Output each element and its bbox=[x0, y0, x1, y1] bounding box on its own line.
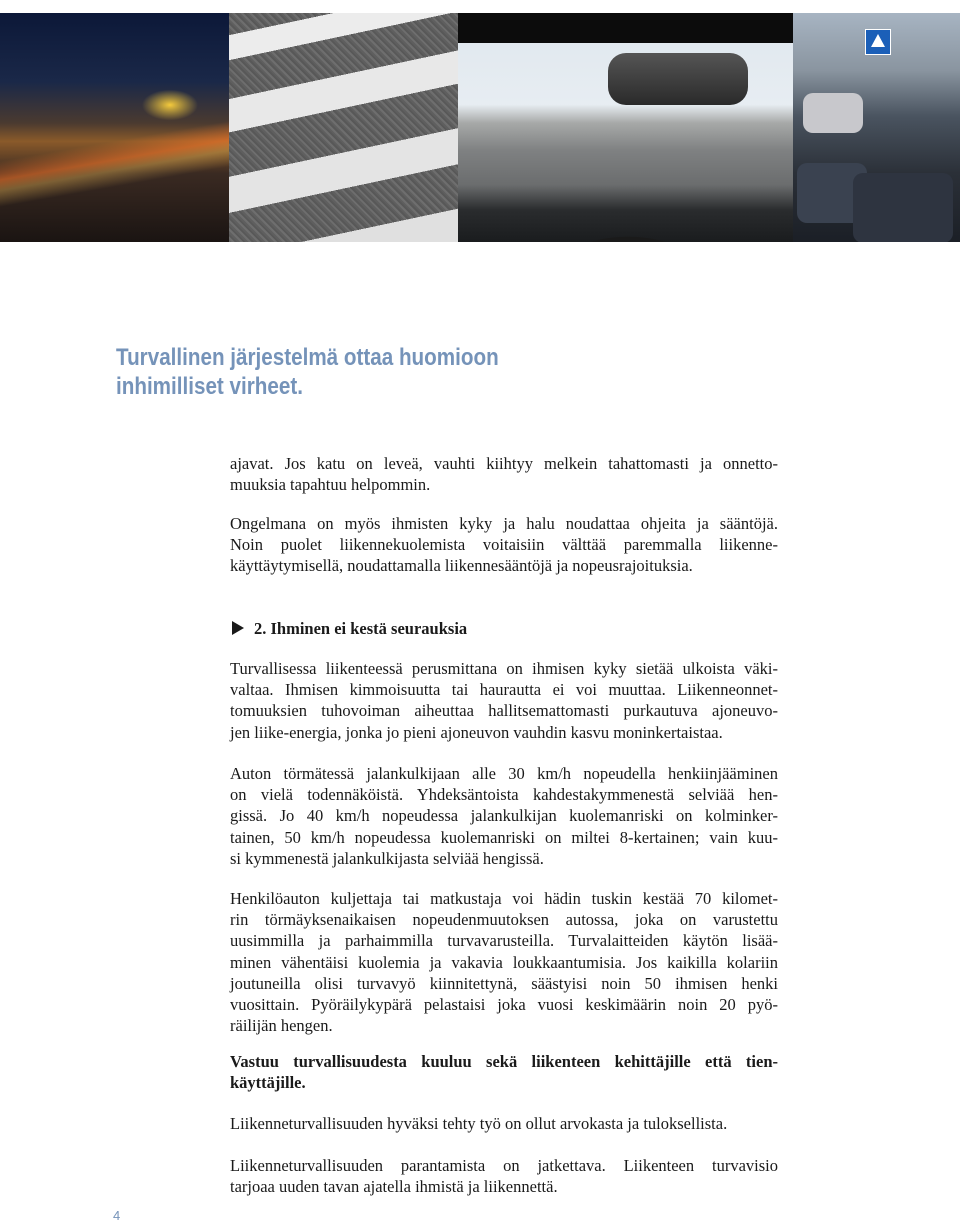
text-line: si kymmenestä jalankulkijasta selviää hengissä. bbox=[230, 848, 544, 868]
text-line: käyttäytymisellä, noudattamalla liikennesääntöjä ja nopeusrajoituksia. bbox=[230, 556, 693, 576]
text-line: on vielä todennäköistä. Yhdeksäntoista kahdestakymmenestä selviää hen- bbox=[230, 785, 778, 805]
text-line: minen vähentäisi kuolemia ja vakavia loukkaantumisia. Jos kaikilla kolariin bbox=[230, 952, 778, 972]
pedestrian-crossing-sign-icon bbox=[865, 29, 891, 55]
text-line: Ongelmana on myös ihmisten kyky ja halu noudattaa ohjeita ja sääntöjä. bbox=[230, 514, 778, 533]
text-line: Noin puolet liikennekuolemista voitaisiin välttää paremmalla liikenne- bbox=[230, 535, 778, 555]
text-line: käyttäjille. bbox=[230, 1073, 306, 1093]
parked-car bbox=[803, 93, 863, 133]
paragraph-narrow-streets bbox=[230, 453, 778, 495]
text-line: ajavat. Jos katu on leveä, vauhti kiihtyy melkein tahattomasti ja onnetto- bbox=[230, 454, 778, 473]
street-traffic-photo bbox=[793, 13, 960, 242]
page-number: 4 bbox=[113, 1208, 121, 1223]
rear-view-mirror bbox=[608, 53, 748, 105]
paragraph-tolerance bbox=[230, 658, 778, 743]
paragraph-responsibility bbox=[230, 1051, 778, 1093]
text-line: Liikenneturvallisuuden parantamista on jatkettava. Liikenteen turvavisio bbox=[230, 1156, 778, 1175]
paragraph-valuable-work bbox=[230, 1113, 778, 1134]
paragraph-pedestrian-risk bbox=[230, 763, 778, 869]
paragraph-vision bbox=[230, 1155, 778, 1197]
paragraph-behaviour bbox=[230, 513, 778, 577]
night-street-photo bbox=[0, 13, 229, 242]
text-line: tainen, 50 km/h nopeudessa kuolemanriski on miltei 8-kertainen; vain kuu- bbox=[230, 827, 778, 847]
heading-line: inhimilliset virheet. bbox=[116, 373, 303, 400]
text-line: Turvallisessa liikenteessä perusmittana on ihmisen kyky sietää ulkoista väki- bbox=[230, 659, 778, 678]
parked-car bbox=[853, 173, 953, 242]
text-line: gissä. Jo 40 km/h nopeudessa jalankulkijan kuolemanriski on kolminker- bbox=[230, 806, 778, 826]
paragraph-safety-equipment bbox=[230, 888, 778, 1036]
subsection-number: 2. bbox=[254, 619, 267, 638]
text-line: valtaa. Ihmisen kimmoisuutta tai haurautta ei voi muuttaa. Liikenneonnet- bbox=[230, 680, 778, 700]
text-line: uusimmilla ja parhaimmilla turvavarusteilla. Turvalaitteiden käytön lisää- bbox=[230, 931, 778, 951]
subsection-heading bbox=[232, 619, 467, 639]
crosswalk-photo bbox=[229, 13, 458, 242]
section-heading bbox=[116, 343, 718, 401]
text-line: Henkilöauton kuljettaja tai matkustaja voi hädin tuskin kestää 70 kilomet- bbox=[230, 889, 778, 908]
text-line: tomuuksien tuhovoiman aiheuttaa hallitsemattomasti purkautuva ajoneuvo- bbox=[230, 701, 778, 721]
text-line: Vastuu turvallisuudesta kuuluu sekä liikenteen kehittäjille että tien- bbox=[230, 1052, 778, 1071]
text-line: jen liike-energia, jonka jo pieni ajoneuvon vauhdin kasvu moninkertaistaa. bbox=[230, 722, 723, 742]
text-line: joutuneilla olisi turvavyö kiinnitettynä, säästyisi noin 50 ihmisen henki bbox=[230, 973, 778, 993]
triangle-bullet-icon bbox=[232, 621, 244, 635]
text-line: tarjoaa uuden tavan ajatella ihmistä ja liikennettä. bbox=[230, 1177, 558, 1197]
windshield-shade bbox=[458, 13, 793, 43]
text-line: räilijän hengen. bbox=[230, 1016, 333, 1036]
text-line: vuosittain. Pyöräilykypärä pelastaisi joka vuosi keskimäärin noin 20 pyö- bbox=[230, 995, 778, 1015]
heading-line: Turvallinen järjestelmä ottaa huomioon bbox=[116, 344, 499, 371]
car-interior-photo bbox=[458, 13, 793, 242]
text-line: muuksia tapahtuu helpommin. bbox=[230, 475, 431, 495]
subsection-title: Ihminen ei kestä seurauksia bbox=[270, 619, 468, 638]
text-line: Auton törmätessä jalankulkijaan alle 30 km/h nopeudella henkiinjääminen bbox=[230, 764, 778, 783]
text-line: rin törmäyksenaikaisen nopeudenmuutoksen autossa, joka on varustettu bbox=[230, 910, 778, 930]
text-line: Liikenneturvallisuuden hyväksi tehty työ on ollut arvokasta ja tuloksellista. bbox=[230, 1114, 728, 1133]
